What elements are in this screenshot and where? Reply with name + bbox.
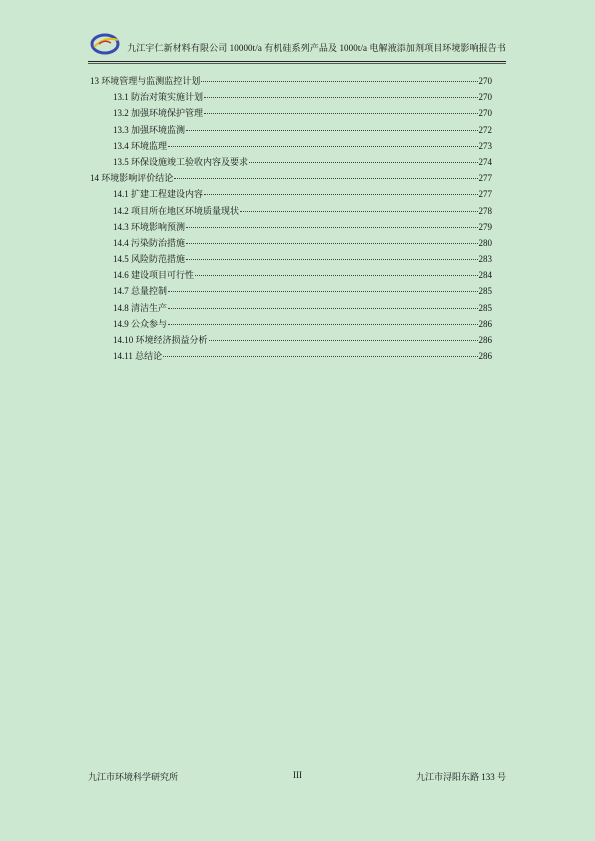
toc-entry-page: 283 [478, 254, 492, 265]
page-header [88, 30, 506, 60]
toc-dot-leader [204, 113, 477, 114]
toc-entry-page: 285 [478, 302, 492, 313]
toc-dot-leader [204, 194, 477, 195]
toc-section-entry[interactable] [90, 122, 492, 138]
toc-dot-leader [209, 340, 478, 341]
toc-dot-leader [168, 291, 477, 292]
toc-entry-label: 14.9 公众参与 [113, 318, 168, 329]
toc-entry-page: 270 [478, 76, 492, 86]
toc-entry-page: 274 [478, 156, 492, 167]
toc-entry-page: 286 [478, 351, 492, 362]
toc-entry-page: 278 [478, 205, 492, 216]
toc-dot-leader [204, 97, 477, 98]
toc-entry-page: 270 [478, 92, 492, 103]
toc-chapter-entry[interactable] [90, 73, 492, 89]
toc-entry-label: 14.1 扩建工程建设内容 [113, 189, 204, 200]
toc-entry-label: 13 环境管理与监测监控计划 [90, 76, 201, 86]
toc-section-entry[interactable] [90, 203, 492, 219]
toc-section-entry[interactable] [90, 267, 492, 283]
toc-entry-page: 280 [478, 237, 492, 248]
toc-entry-page: 273 [478, 140, 492, 151]
toc-section-entry[interactable] [90, 89, 492, 105]
toc-entry-label: 14.10 环境经济损益分析 [113, 335, 208, 345]
toc-dot-leader [186, 130, 477, 131]
toc-entry-label: 14.6 建设项目可行性 [113, 270, 195, 281]
toc-section-entry[interactable] [90, 316, 492, 332]
toc-entry-label: 14.5 风险防范措施 [113, 254, 186, 265]
toc-entry-label: 14 环境影响评价结论 [90, 173, 174, 184]
toc-section-entry[interactable] [90, 138, 492, 154]
toc-entry-label: 13.5 环保设施竣工验收内容及要求 [113, 156, 249, 167]
toc-entry-page: 277 [478, 189, 492, 200]
toc-entry-label: 13.4 环境监理 [113, 140, 168, 151]
toc-entry-page: 285 [478, 286, 492, 297]
toc-dot-leader [186, 227, 477, 228]
toc-section-entry[interactable] [90, 219, 492, 235]
toc-entry-page: 272 [478, 124, 492, 135]
toc-entry-page: 286 [478, 335, 492, 345]
toc-section-entry[interactable] [90, 283, 492, 299]
toc-section-entry[interactable] [90, 154, 492, 170]
toc-section-entry[interactable] [90, 251, 492, 267]
toc-dot-leader [186, 259, 477, 260]
toc-dot-leader [195, 275, 477, 276]
toc-dot-leader [168, 308, 477, 309]
toc-entry-page: 279 [478, 221, 492, 232]
toc-chapter-entry[interactable] [90, 170, 492, 186]
toc-section-entry[interactable] [90, 186, 492, 202]
footer-address: 九江市浔阳东路 133 号 [415, 772, 506, 782]
toc-section-entry[interactable] [90, 105, 492, 121]
toc-dot-leader [186, 243, 477, 244]
toc-entry-label: 14.2 项目所在地区环境质量现状 [113, 205, 240, 216]
toc-entry-page: 270 [478, 108, 492, 119]
toc-entry-page: 277 [478, 173, 492, 184]
toc-entry-label: 14.3 环境影响预测 [113, 221, 186, 232]
company-logo-icon [90, 32, 122, 56]
toc-section-entry[interactable] [90, 235, 492, 251]
toc-dot-leader [240, 211, 477, 212]
footer-organization: 九江市环境科学研究所 [88, 772, 179, 782]
toc-entry-label: 13.3 加强环境监测 [113, 124, 186, 135]
header-divider-thin [88, 63, 506, 64]
toc-dot-leader [163, 356, 477, 357]
toc-entry-label: 13.2 加强环境保护管理 [113, 108, 204, 119]
toc-entry-page: 284 [478, 270, 492, 281]
toc-entry-label: 14.11 总结论 [113, 351, 163, 362]
toc-entry-label: 14.8 清洁生产 [113, 302, 168, 313]
header-divider [88, 61, 506, 62]
page-number: III [293, 770, 302, 780]
toc-section-entry[interactable] [90, 348, 492, 364]
toc-section-entry[interactable] [90, 300, 492, 316]
toc-section-entry[interactable] [90, 332, 492, 348]
page-footer [88, 770, 506, 784]
document-title: 九江宇仁新材料有限公司 10000t/a 有机硅系列产品及 1000t/a 电解液添加剂项目环境影响报告书 [127, 43, 506, 53]
toc-entry-page: 286 [478, 318, 492, 329]
toc-dot-leader [201, 81, 477, 82]
toc-entry-label: 13.1 防治对策实施计划 [113, 92, 204, 103]
toc-dot-leader [168, 324, 477, 325]
toc-entry-label: 14.7 总量控制 [113, 286, 168, 297]
toc-entry-label: 14.4 污染防治措施 [113, 237, 186, 248]
toc-dot-leader [249, 162, 477, 163]
toc-dot-leader [168, 146, 477, 147]
table-of-contents [90, 73, 492, 364]
toc-dot-leader [174, 178, 477, 179]
